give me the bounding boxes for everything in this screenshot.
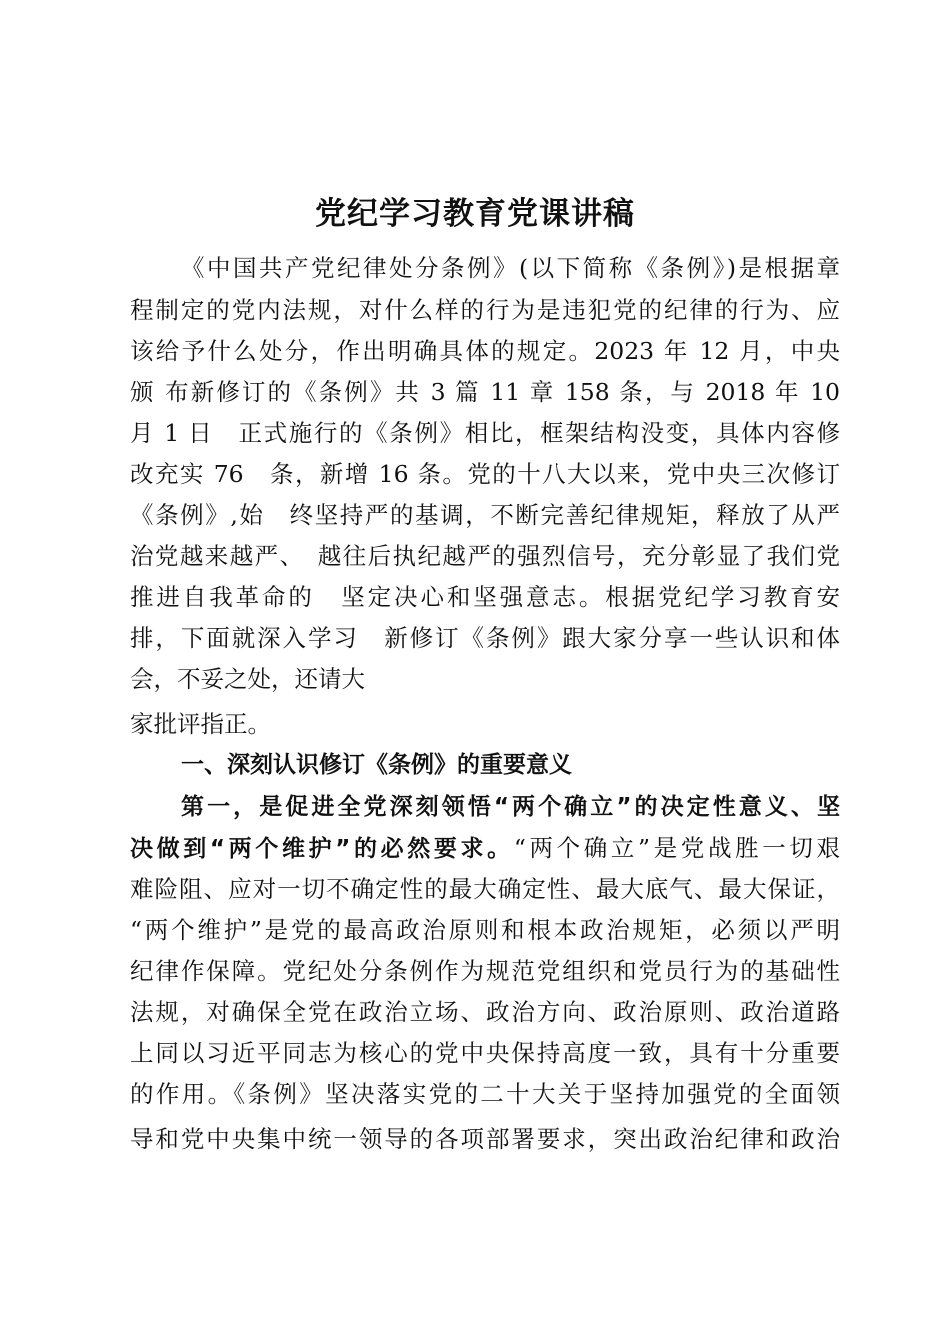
body-line: 程制定的党内法规，对什么样的行为是违犯党的纪律的行为、应 <box>130 296 840 324</box>
body-text: “两个确立”是党战胜一切艰 <box>513 834 840 862</box>
body-line: “两个维护”是党的最高政治原则和根本政治规矩，必须以严明 <box>130 916 840 944</box>
body-line: 颁 布新修订的《条例》共 3 篇 11 章 158 条，与 2018 年 10 <box>130 378 840 406</box>
body-line: 治党越来越严、 越往后执纪越严的强烈信号，充分彰显了我们党 <box>130 542 840 570</box>
body-line: 导和党中央集中统一领导的各项部署要求，突出政治纪律和政治 <box>130 1125 840 1153</box>
body-line: 该给予什么处分，作出明确具体的规定。2023 年 12 月，中央 <box>130 337 840 365</box>
section-heading: 一、深刻认识修订《条例》的重要意义 <box>181 752 572 778</box>
body-line: 《条例》,始 终坚持严的基调，不断完善纪律规矩，释放了从严 <box>130 501 840 529</box>
paragraph-lead-bold: 第一，是促进全党深刻领悟“两个确立”的决定性意义、坚 <box>181 794 840 820</box>
body-line <box>130 831 840 866</box>
paragraph-lead-bold: 决做到“两个维护”的必然要求。 <box>130 836 514 862</box>
body-line: 推进自我革命的 坚定决心和坚强意志。根据党纪学习教育安 <box>130 583 840 611</box>
body-line: 上同以习近平同志为核心的党中央保持高度一致，具有十分重要 <box>130 1039 840 1067</box>
body-line: 月 1 日 正式施行的《条例》相比，框架结构没变，具体内容修 <box>130 419 840 447</box>
body-line: 会，不妥之处，还请大 <box>130 665 365 693</box>
body-line: 的作用。《条例》坚决落实党的二十大关于坚持加强党的全面领 <box>130 1080 840 1108</box>
body-line: 家批评指正。 <box>130 710 271 738</box>
body-line: 排，下面就深入学习 新修订《条例》跟大家分享一些认识和体 <box>130 624 840 652</box>
body-line: 纪律作保障。党纪处分条例作为规范党组织和党员行为的基础性 <box>130 957 840 985</box>
body-line: 《中国共产党纪律处分条例》(以下简称《条例》)是根据章 <box>181 254 840 282</box>
body-line: 改充实 76 条，新增 16 条。党的十八大以来，党中央三次修订 <box>130 460 840 488</box>
document-title: 党纪学习教育党课讲稿 <box>315 196 635 232</box>
body-line: 难险阻、应对一切不确定性的最大确定性、最大底气、最大保证， <box>130 875 840 903</box>
body-line: 法规，对确保全党在政治立场、政治方向、政治原则、政治道路 <box>130 998 840 1026</box>
